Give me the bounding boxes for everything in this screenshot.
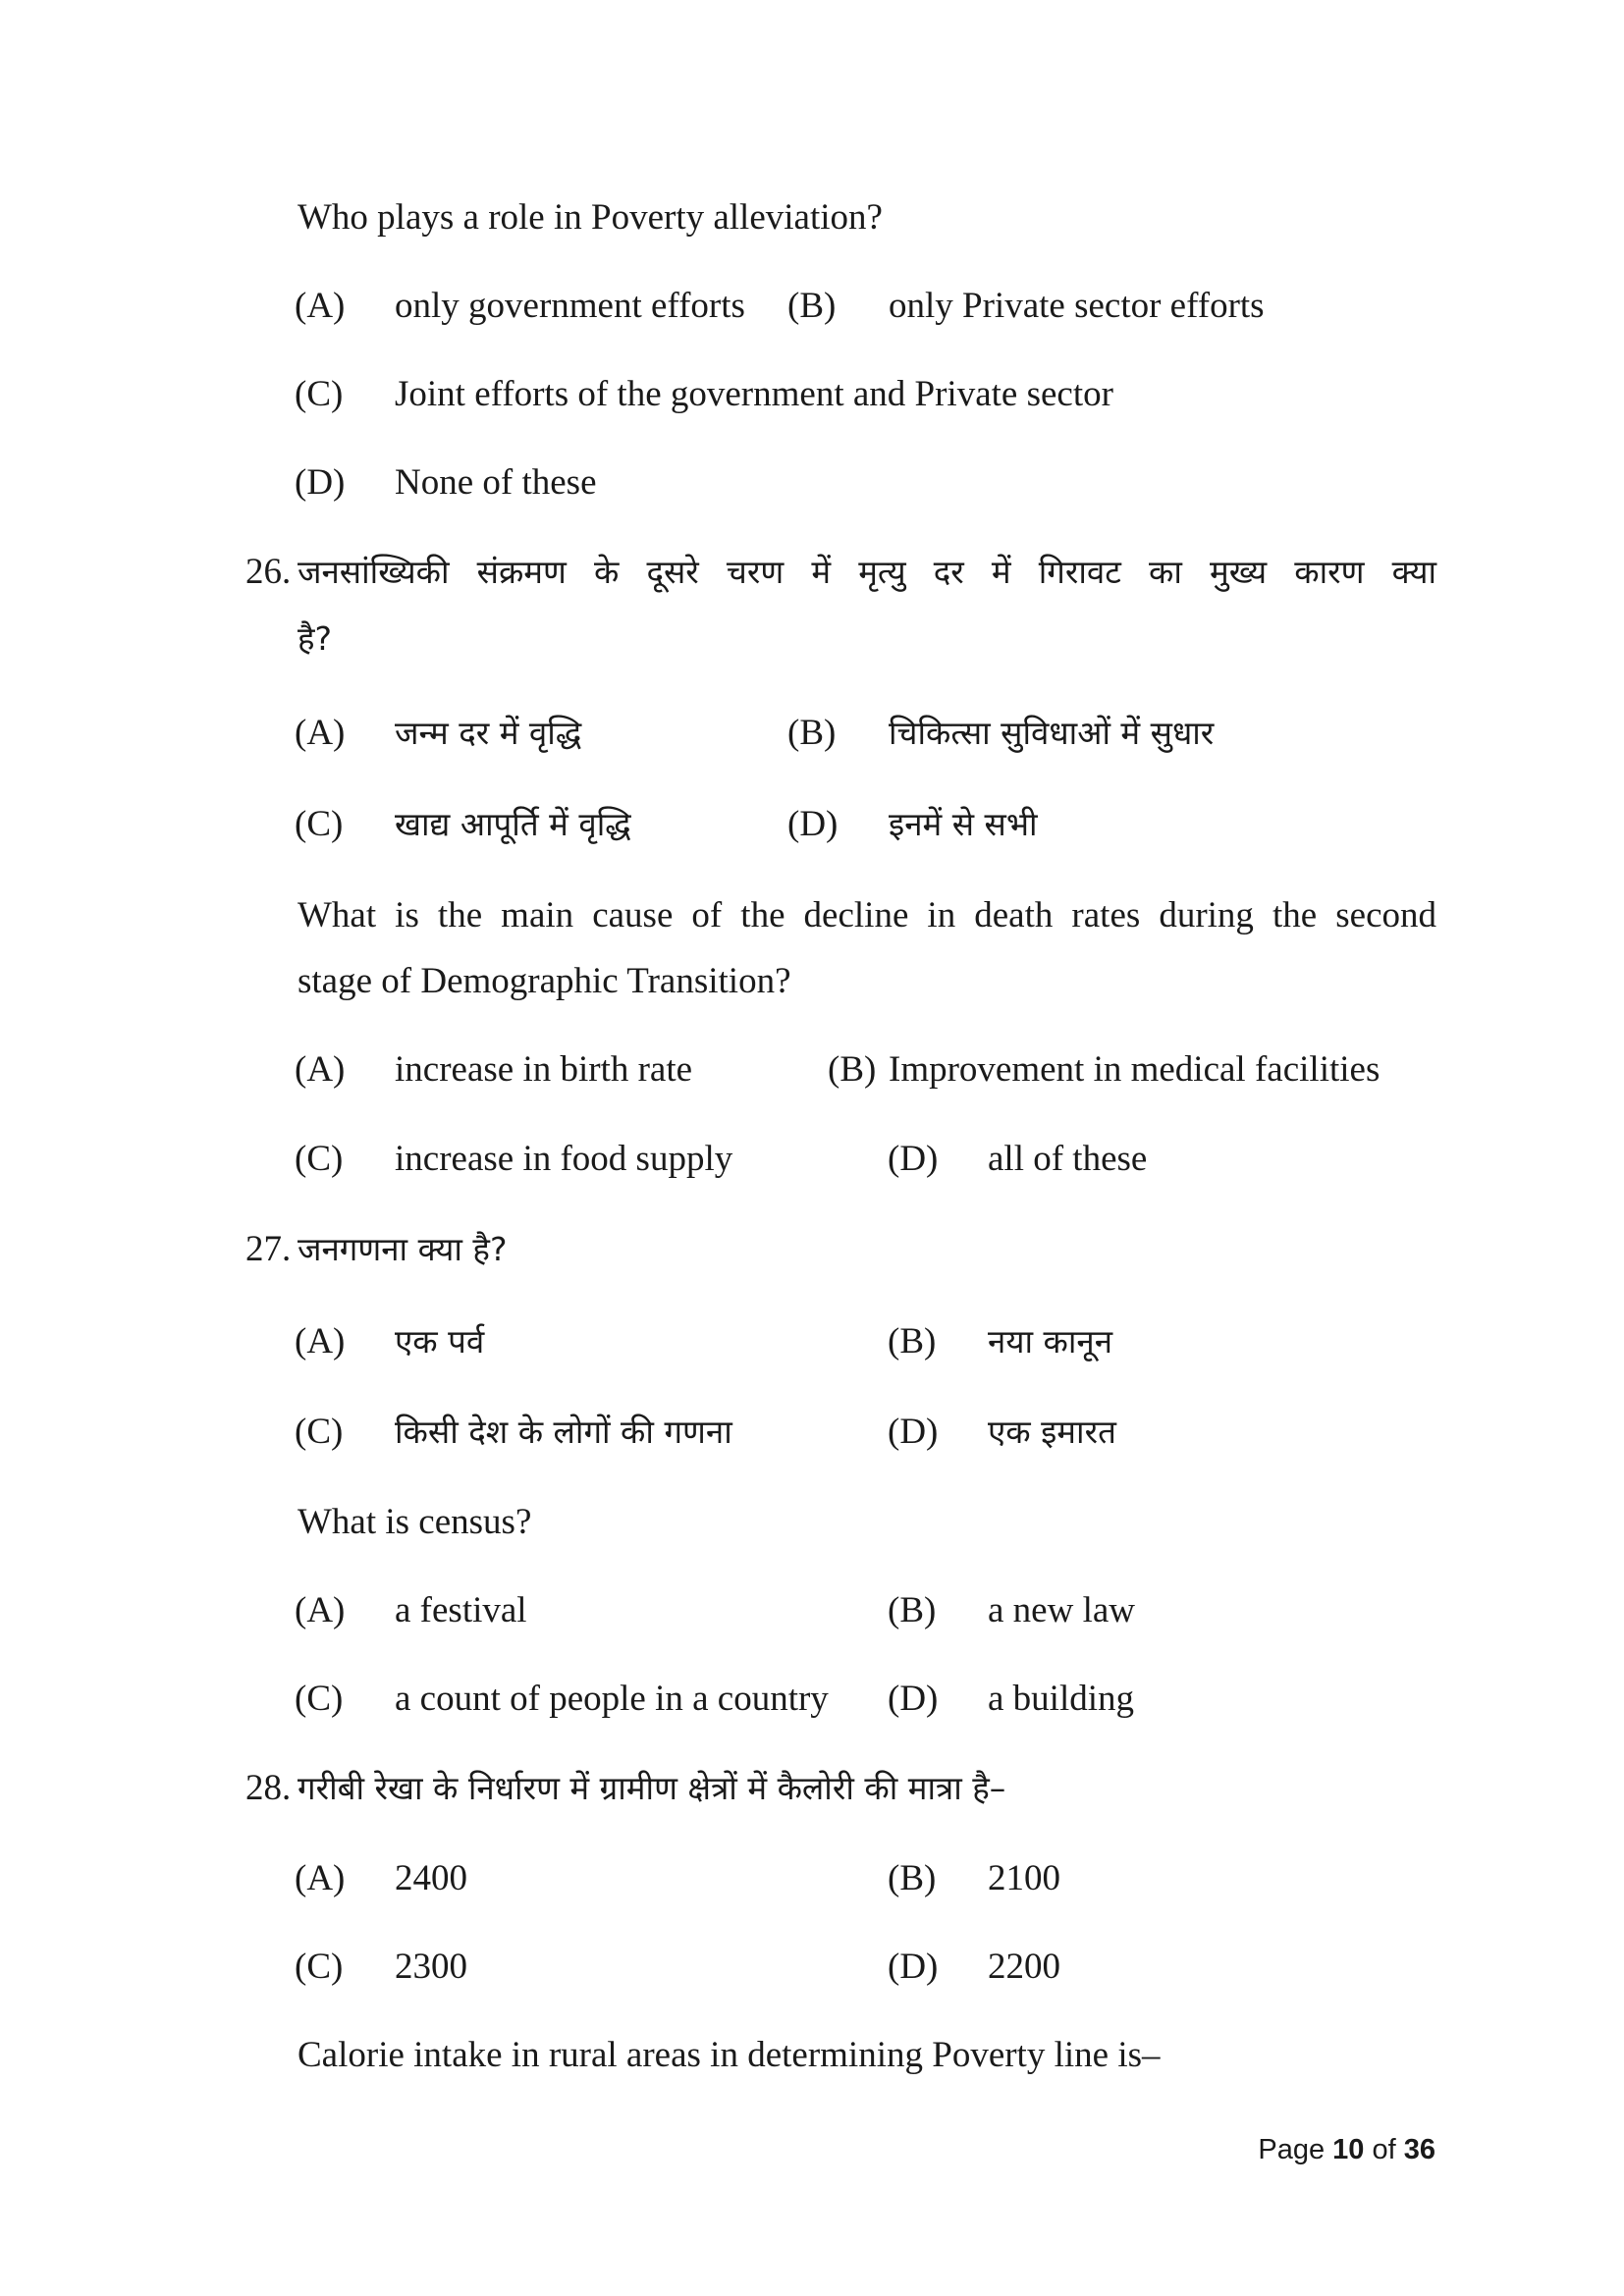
q26-english-line2: stage of Demographic Transition? [298,961,791,1001]
q28-number: 28. [245,1768,292,1808]
q26-option-a-text: increase in birth rate [395,1049,693,1090]
q27-option-c-label: (C) [295,1679,344,1719]
q26-option-d-label: (D) [888,1139,939,1179]
q27-option-b-text: a new law [988,1590,1135,1630]
q25-option-d-text: None of these [395,462,597,503]
q26-option-c-text: increase in food supply [395,1139,733,1179]
q26-hindi-option-a-label: (A) [295,713,346,753]
q28-option-a-text: 2400 [395,1858,467,1898]
q27-hindi-option-c-label: (C) [295,1412,344,1452]
q28-option-d-text: 2200 [988,1947,1060,1987]
q26-hindi-option-c-label: (C) [295,804,344,844]
q26-option-b-label: (B) [828,1049,877,1090]
q25-option-a-text: only government efforts [395,286,745,326]
q26-hindi-option-c-text: खाद्य आपूर्ति में वृद्धि [395,805,631,843]
q26-hindi-line1: जनसांख्यिकी संक्रमण के दूसरे चरण में मृत्यु दर में गिरावट का मुख्य कारण क्या [298,553,1436,591]
q27-option-d-label: (D) [888,1679,939,1719]
q28-option-a-label: (A) [295,1858,346,1898]
q25-option-c-label: (C) [295,374,344,414]
q25-option-b-label: (B) [787,286,837,326]
q25-option-a-label: (A) [295,286,346,326]
current-page: 10 [1332,2134,1365,2165]
q26-hindi-line2: है? [298,619,333,658]
q26-hindi-option-d-text: इनमें से सभी [889,805,1038,843]
q28-option-b-text: 2100 [988,1858,1060,1898]
q27-hindi-option-d-text: एक इमारत [988,1413,1116,1451]
q27-option-b-label: (B) [888,1590,937,1630]
q28-option-c-label: (C) [295,1947,344,1987]
page-number [1258,2132,1435,2167]
q26-option-b-text: Improvement in medical facilities [889,1049,1380,1090]
q27-hindi-option-c-text: किसी देश के लोगों की गणना [395,1413,732,1451]
q28-english-text: Calorie intake in rural areas in determining Poverty line is– [298,2035,1161,2075]
q27-hindi-option-a-label: (A) [295,1321,346,1362]
q26-hindi-option-b-label: (B) [787,713,837,753]
q27-hindi-option-d-label: (D) [888,1412,939,1452]
q28-hindi-text: गरीबी रेखा के निर्धारण में ग्रामीण क्षेत्रों में कैलोरी की मात्रा है– [298,1769,1006,1807]
q28-option-b-label: (B) [888,1858,937,1898]
q27-number: 27. [245,1229,292,1269]
q26-option-d-text: all of these [988,1139,1148,1179]
q26-hindi-option-d-label: (D) [787,804,839,844]
q28-option-c-text: 2300 [395,1947,467,1987]
q27-option-d-text: a building [988,1679,1135,1719]
of-word: of [1372,2134,1396,2165]
q27-english-text: What is census? [298,1502,532,1542]
page-word: Page [1258,2134,1326,2165]
q27-option-a-text: a festival [395,1590,527,1630]
q28-option-d-label: (D) [888,1947,939,1987]
q26-hindi-option-a-text: जन्म दर में वृद्धि [395,714,582,752]
q26-english-line1: What is the main cause of the decline in death rates during the second [298,895,1436,935]
q27-option-a-label: (A) [295,1590,346,1630]
q27-option-c-text: a count of people in a country [395,1679,829,1719]
q26-hindi-option-b-text: चिकित्सा सुविधाओं में सुधार [889,714,1215,752]
q26-option-a-label: (A) [295,1049,346,1090]
q27-hindi-text: जनगणना क्या है? [298,1230,508,1268]
q25-option-c-text: Joint efforts of the government and Private sector [395,374,1113,414]
q25-option-b-text: only Private sector efforts [889,286,1265,326]
q26-option-c-label: (C) [295,1139,344,1179]
q25-option-d-label: (D) [295,462,346,503]
q27-hindi-option-a-text: एक पर्व [395,1322,485,1361]
q26-number: 26. [245,552,292,592]
q25-english-text: Who plays a role in Poverty alleviation? [298,197,883,238]
q27-hindi-option-b-text: नया कानून [988,1322,1113,1361]
q27-hindi-option-b-label: (B) [888,1321,937,1362]
total-pages: 36 [1403,2134,1435,2165]
